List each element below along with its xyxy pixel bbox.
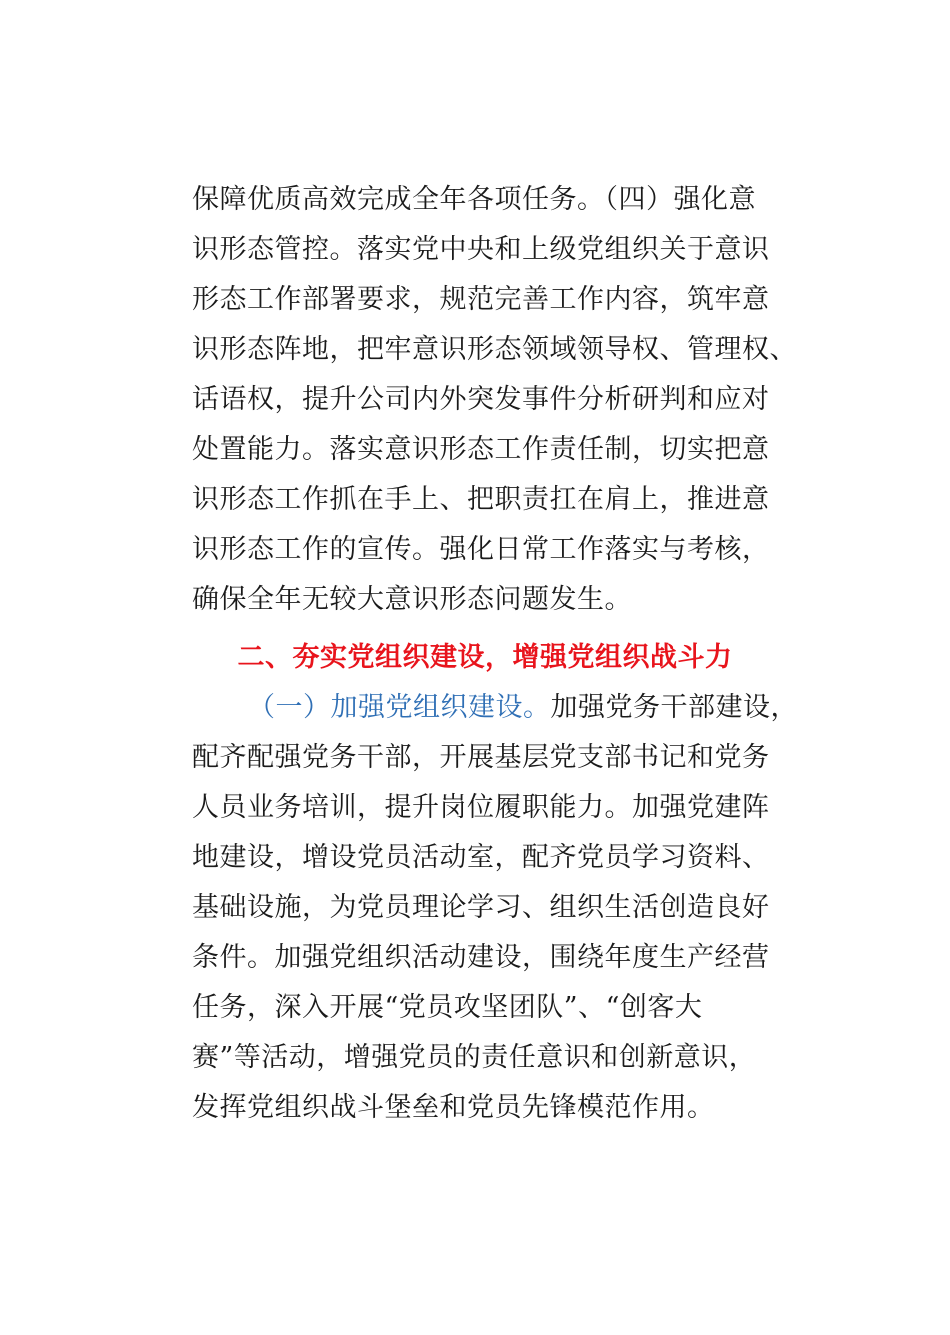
text-line: 识形态管控。落实党中央和上级党组织关于意识 <box>192 234 770 265</box>
text-line: 处置能力。落实意识形态工作责任制，切实把意 <box>192 434 770 465</box>
text-line: 基础设施，为党员理论学习、组织生活创造良好 <box>192 892 770 923</box>
subheading: （一）加强党组织建设。 <box>248 692 551 723</box>
text-line: 识形态工作抓在手上、把职责扛在肩上，推进意 <box>192 484 770 515</box>
first-line <box>248 683 798 733</box>
section-heading: 二、夯实党组织建设，增强党组织战斗力 <box>237 642 733 673</box>
text-line: 条件。加强党组织活动建设，围绕年度生产经营 <box>192 942 770 973</box>
text-line: 发挥党组织战斗堡垒和党员先锋模范作用。 <box>192 1092 715 1123</box>
text-line: 保障优质高效完成全年各项任务。（四）强化意 <box>192 184 756 215</box>
text-line: 识形态阵地，把牢意识形态领域领导权、管理权、 <box>192 334 797 365</box>
text-line: 识形态工作的宣传。强化日常工作落实与考核， <box>192 534 770 565</box>
text-line: 形态工作部署要求，规范完善工作内容，筑牢意 <box>192 284 770 315</box>
text-line: 赛”等活动，增强党员的责任意识和创新意识， <box>192 1042 757 1073</box>
text-line: 话语权，提升公司内外突发事件分析研判和应对 <box>192 384 770 415</box>
text-line: 配齐配强党务干部，开展基层党支部书记和党务 <box>192 742 770 773</box>
text-line: 确保全年无较大意识形态问题发生。 <box>192 584 632 615</box>
text-line: 任务，深入开展“党员攻坚团队”、“创客大 <box>192 992 703 1023</box>
text-fragment: 加强党务干部建设， <box>550 692 798 723</box>
text-line: 人员业务培训，提升岗位履职能力。加强党建阵 <box>192 792 770 823</box>
text-line: 地建设，增设党员活动室，配齐党员学习资料、 <box>192 842 770 873</box>
